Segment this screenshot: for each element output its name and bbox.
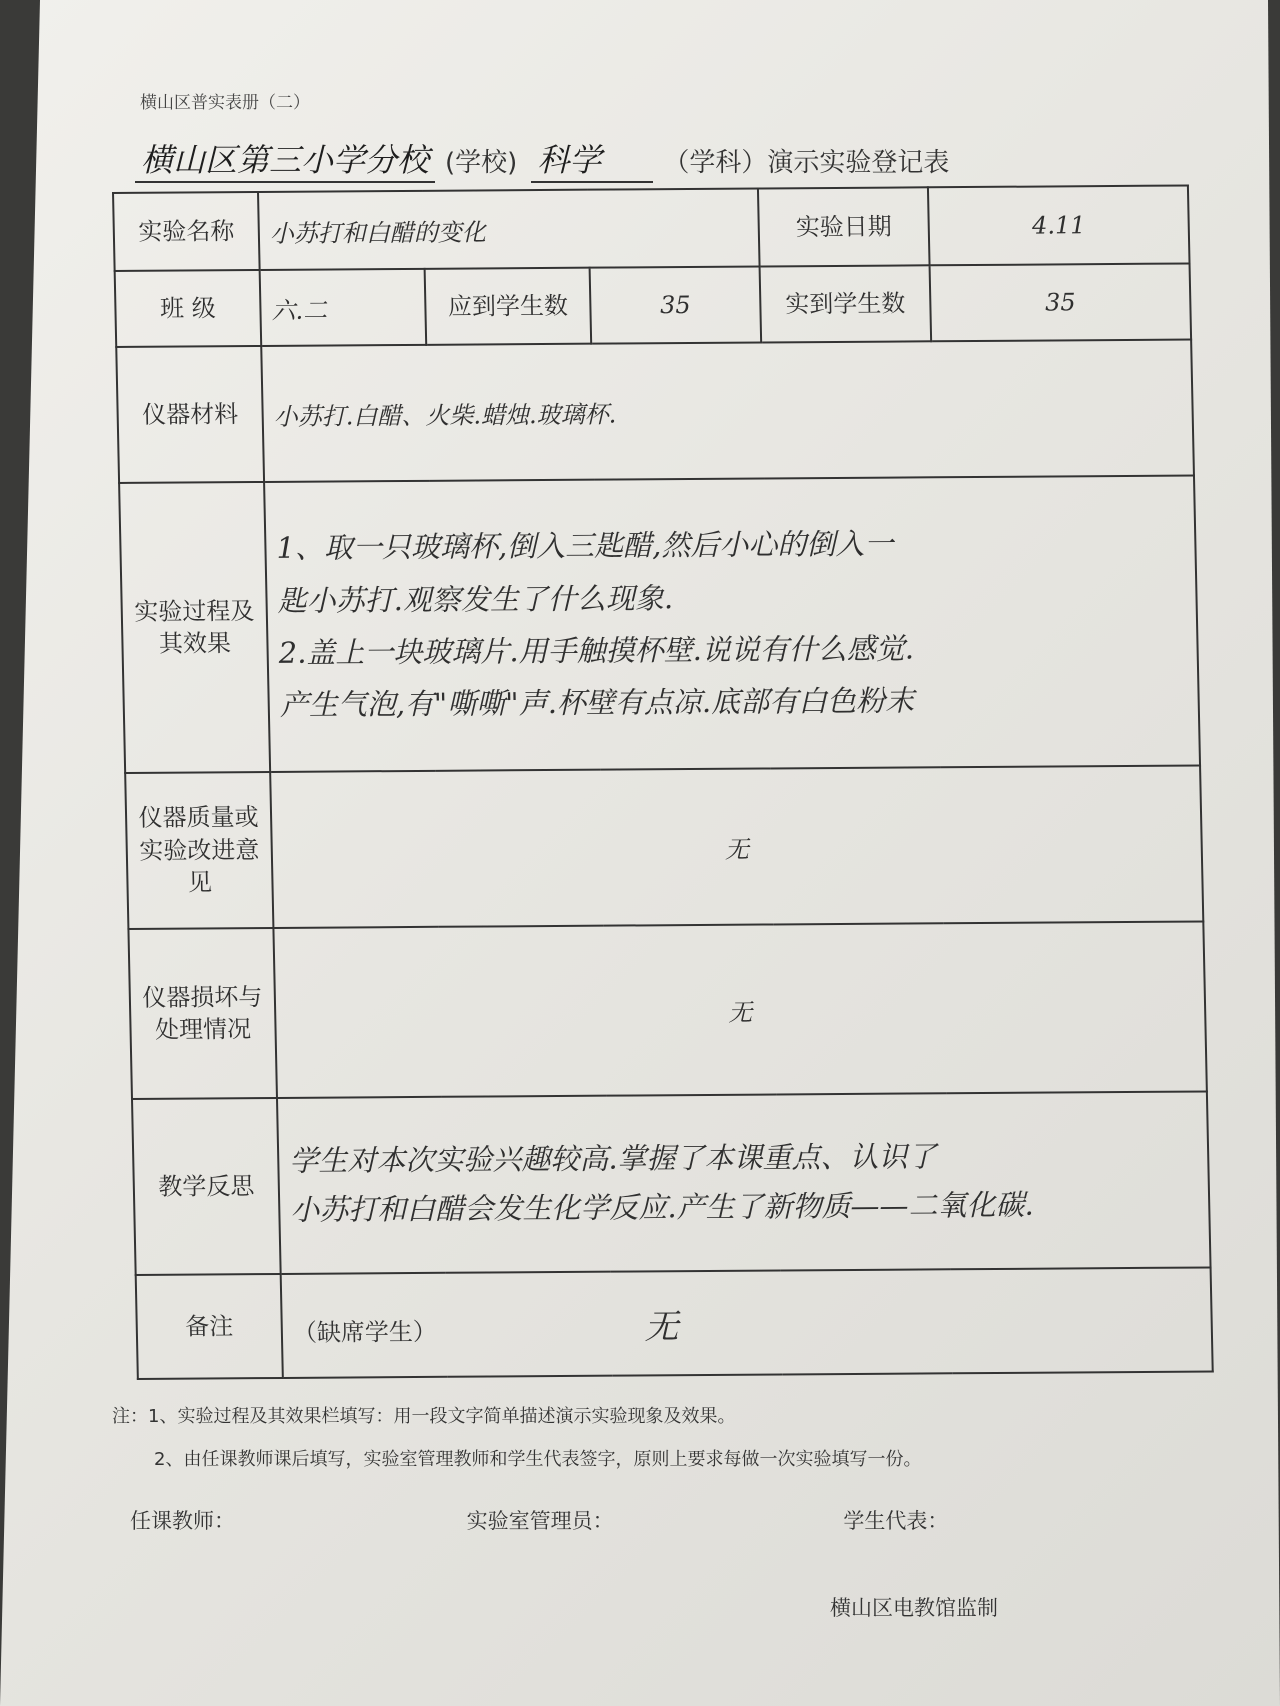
school-label: (学校) [445, 148, 518, 178]
experiment-date-label: 实验日期 [758, 187, 930, 266]
subject-label: （学科）演示实验登记表 [663, 148, 950, 178]
form-series-label: 横山区普实表册（二） [140, 93, 310, 113]
table-row [132, 1091, 1211, 1275]
absent-students-value: 无 [644, 1306, 679, 1347]
process-line: 1、取一只玻璃杯,倒入三匙醋,然后小心的倒入一 [276, 526, 894, 566]
reflection-line: 学生对本次实验兴趣较高.掌握了本课重点、认识了 [288, 1139, 937, 1178]
actual-students-value: 35 [930, 263, 1192, 341]
expected-students-label: 应到学生数 [425, 268, 592, 345]
table-row [128, 921, 1206, 1099]
form-title [135, 135, 1235, 185]
table-row [113, 185, 1190, 271]
experiment-name-label: 实验名称 [113, 192, 260, 271]
reflection-line: 小苏打和白醋会发生化学反应.产生了新物质——二氧化碳. [289, 1187, 1035, 1227]
materials-label: 仪器材料 [116, 346, 264, 483]
absent-students-label: （缺席学生） [292, 1317, 438, 1347]
process-value [264, 475, 1200, 771]
teacher-signature-label: 任课教师： [130, 1509, 235, 1533]
subject-handwritten: 科学 [531, 135, 653, 183]
process-line: 产生气泡,有"嘶嘶"声.杯壁有点凉.底部有白色粉末 [279, 683, 915, 723]
reflection-label: 教学反思 [132, 1098, 281, 1275]
table-row [116, 339, 1194, 483]
school-name-handwritten: 横山区第三小学分校 [135, 135, 435, 183]
lab-manager-signature-label: 实验室管理员： [466, 1509, 614, 1533]
table-row [125, 765, 1203, 929]
student-rep-signature-label: 学生代表： [843, 1509, 949, 1533]
damage-value: 无 [273, 921, 1206, 1097]
footnote-2: 2、由任课教师课后填写，实验室管理教师和学生代表签字，原则上要求每做一次实验填写一份。 [154, 1449, 922, 1471]
footer-supervisor: 横山区电教馆监制 [830, 1596, 998, 1620]
expected-students-value: 35 [590, 266, 762, 343]
table-row [119, 475, 1200, 772]
class-label: 班 级 [115, 270, 262, 347]
process-label: 实验过程及其效果 [119, 482, 270, 773]
process-line: 匙小苏打.观察发生了什么现象. [277, 580, 674, 618]
process-line: 2.盖上一块玻璃片.用手触摸杯壁.说说有什么感觉. [278, 631, 915, 670]
materials-value: 小苏打.白醋、火柴.蜡烛.玻璃杯. [261, 339, 1194, 481]
footnotes [112, 1395, 1172, 1481]
actual-students-label: 实到学生数 [760, 265, 932, 342]
signature-row [130, 1505, 1180, 1535]
class-value: 六.二 [260, 269, 427, 346]
footnote-1: 注：1、实验过程及其效果栏填写：用一段文字简单描述演示实验现象及效果。 [112, 1406, 736, 1427]
remarks-value [281, 1267, 1213, 1377]
table-row [136, 1267, 1213, 1379]
experiment-date-value: 4.11 [928, 185, 1190, 265]
remarks-label: 备注 [136, 1274, 283, 1379]
experiment-register-table [112, 184, 1214, 1379]
table-row [115, 263, 1191, 347]
quality-value: 无 [270, 765, 1203, 927]
damage-label: 仪器损坏与处理情况 [128, 928, 277, 1099]
quality-label: 仪器质量或实验改进意见 [125, 772, 273, 929]
experiment-name-value: 小苏打和白醋的变化 [258, 188, 760, 269]
reflection-value [277, 1091, 1211, 1273]
